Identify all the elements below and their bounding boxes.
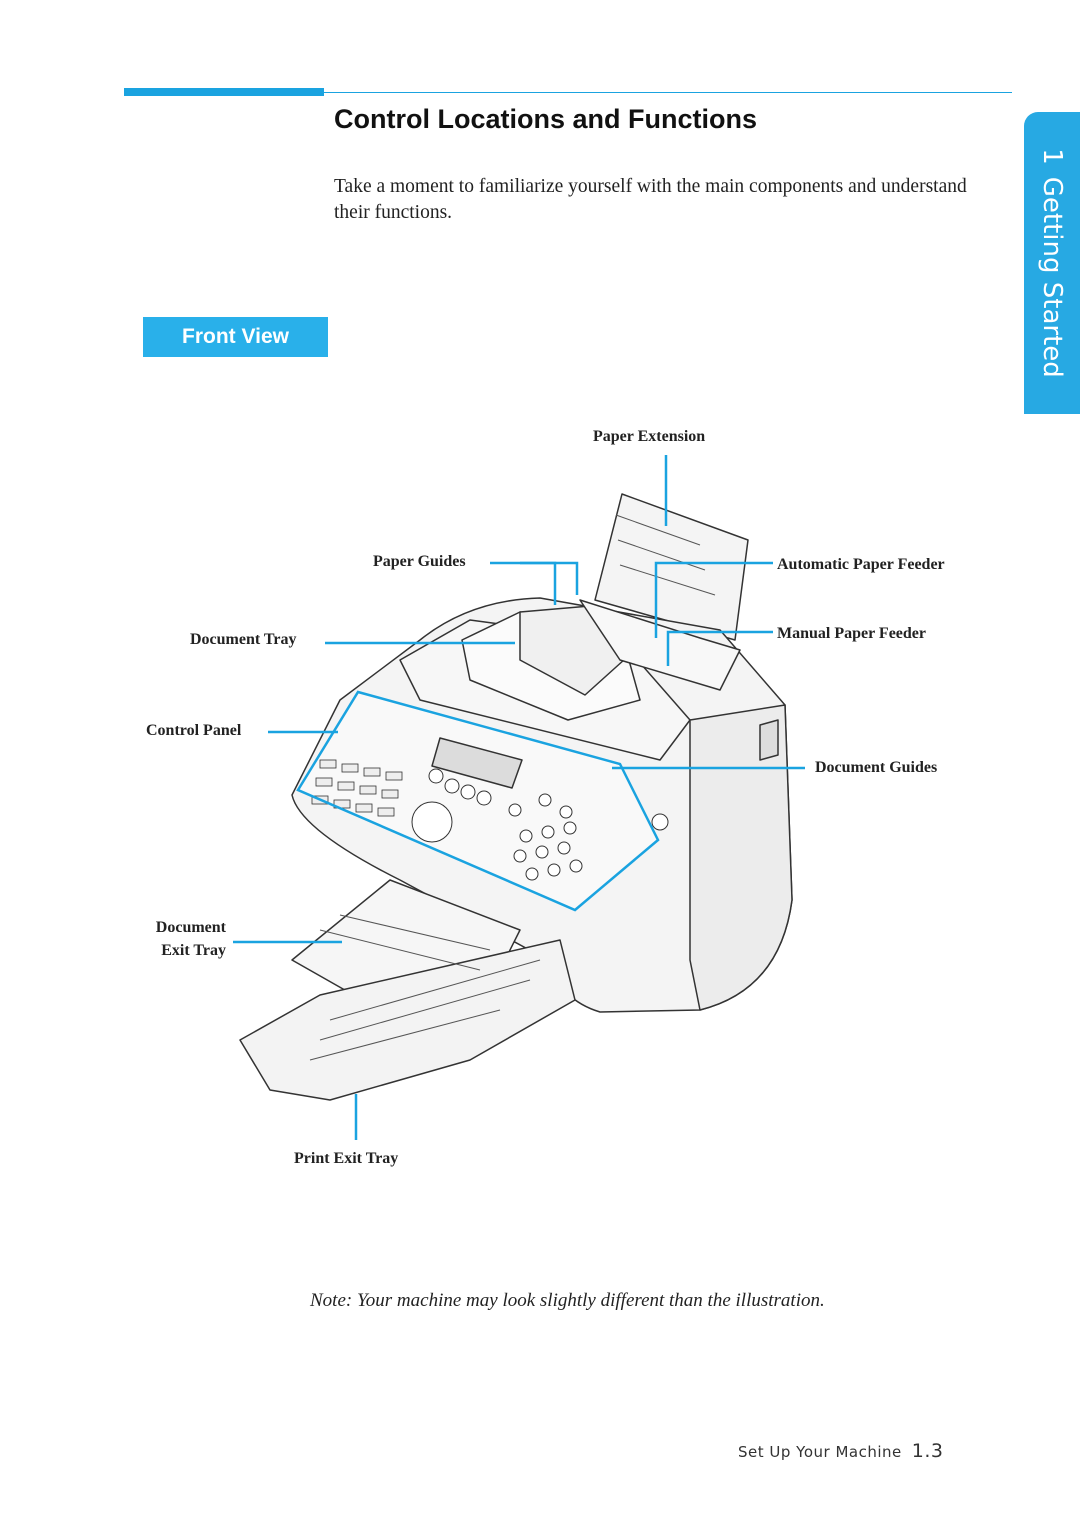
page-footer bbox=[738, 1440, 943, 1462]
page-title: Control Locations and Functions bbox=[334, 104, 757, 134]
callout-document-guides: Document Guides bbox=[815, 759, 938, 776]
page-number: 1.3 bbox=[911, 1440, 944, 1462]
callout-document-tray: Document Tray bbox=[190, 631, 297, 648]
callout-control-panel: Control Panel bbox=[146, 722, 242, 739]
intro-paragraph: Take a moment to familiarize yourself with the main components and understand their functions. bbox=[334, 176, 967, 223]
chapter-number: 1 bbox=[1037, 148, 1067, 165]
callout-manual-paper-feeder: Manual Paper Feeder bbox=[777, 625, 927, 642]
note-label: Note: bbox=[310, 1290, 353, 1311]
section-heading-front-view: Front View bbox=[143, 317, 328, 357]
callout-document-exit-tray bbox=[132, 916, 226, 962]
chapter-label: Getting Started bbox=[1037, 176, 1067, 378]
footer-section: Set Up Your Machine bbox=[738, 1443, 902, 1461]
callout-document-exit-tray-line1: Document bbox=[155, 919, 226, 936]
callout-document-exit-tray-line2: Exit Tray bbox=[161, 942, 226, 959]
callout-paper-extension: Paper Extension bbox=[593, 428, 706, 445]
callout-paper-guides: Paper Guides bbox=[373, 553, 466, 570]
callout-automatic-paper-feeder: Automatic Paper Feeder bbox=[777, 556, 945, 573]
note-text: Your machine may look slightly different than the illustration. bbox=[356, 1290, 825, 1311]
callout-print-exit-tray: Print Exit Tray bbox=[294, 1150, 399, 1167]
note bbox=[310, 1290, 825, 1312]
